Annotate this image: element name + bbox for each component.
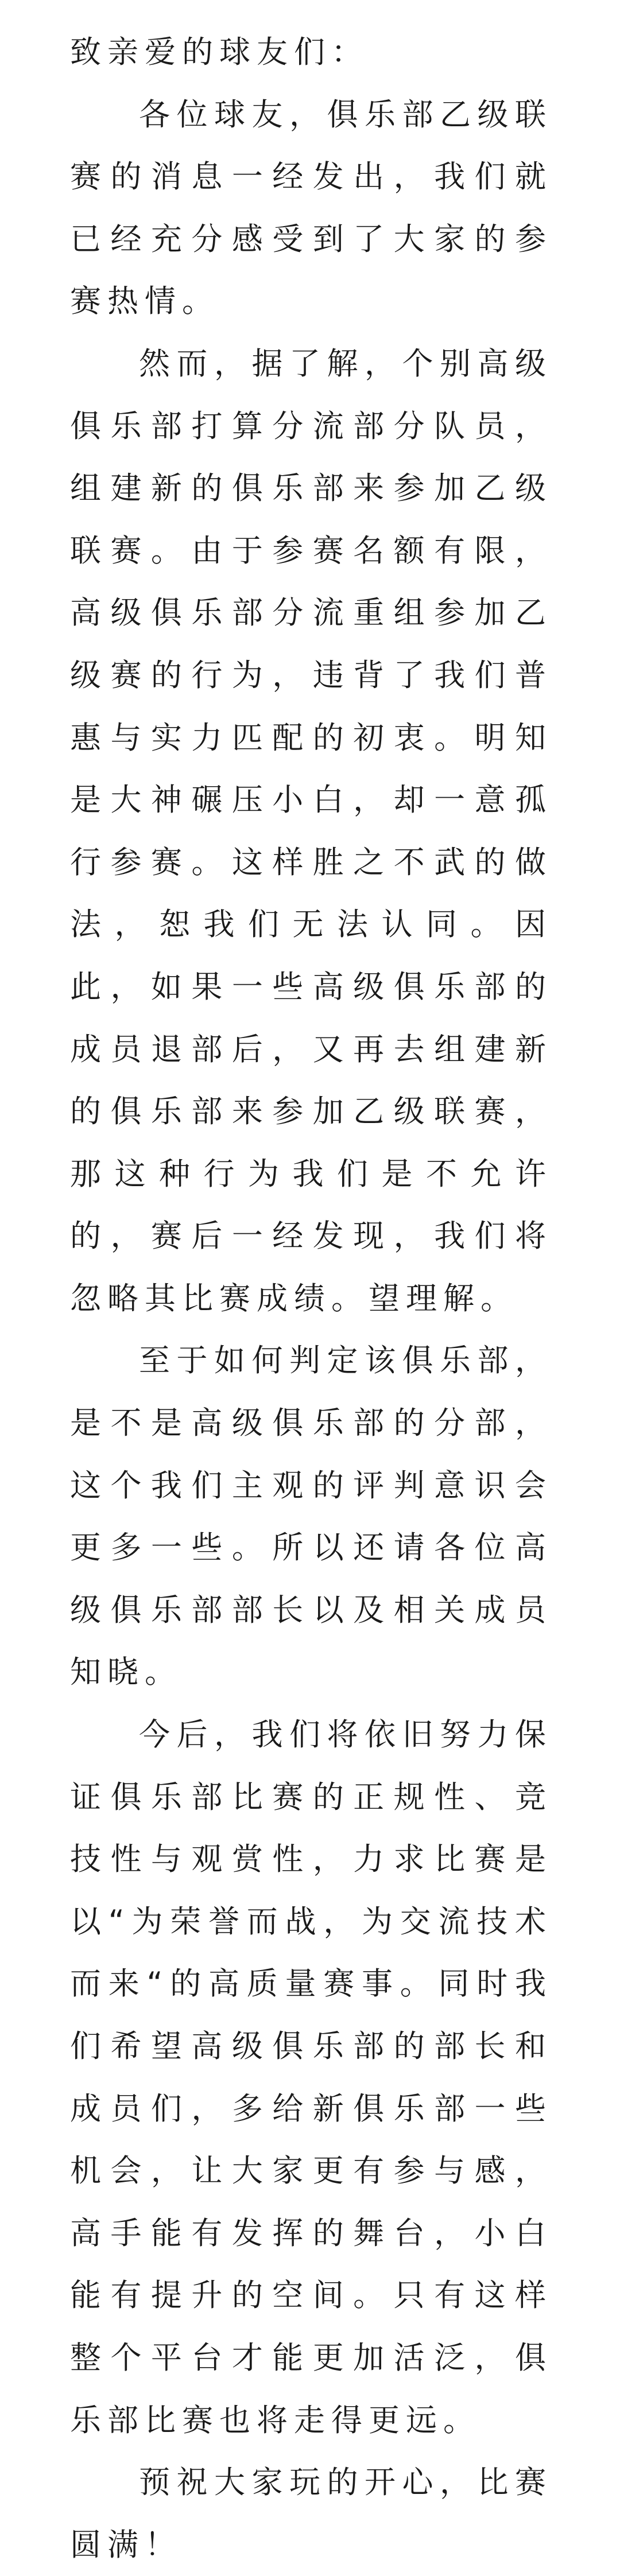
letter-greeting: 致亲爱的球友们：: [70, 34, 369, 70]
paragraph-intro: 各位球友，俱乐部乙级联赛的消息一经发出，我们就已经充分感受到了大家的参赛热情。: [70, 96, 552, 320]
paragraph-judgement: 至于如何判定该俱乐部，是不是高级俱乐部的分部，这个我们主观的评判意识会更多一些。所以还请各位高级俱乐部部长以及相关成员知晓。: [70, 1342, 552, 1691]
paragraph-closing: 预祝大家玩的开心，比赛圆满！: [70, 2464, 552, 2563]
paragraph-concern: 然而，据了解，个别高级俱乐部打算分流部分队员，组建新的俱乐部来参加乙级联赛。由于参赛名额有限，高级俱乐部分流重组参加乙级赛的行为，违背了我们普惠与实力匹配的初衷。明知是大神碾压小白，却一意孤行参赛。这样胜之不武的做法，恕我们无法认同。因此，如果一些高级俱乐部的成员退部后，又再去组建新的俱乐部来参加乙级联赛，那这种行为我们是不允许的，赛后一经发现，我们将忽略其比赛成绩。望理解。: [70, 345, 552, 1316]
paragraph-future: 今后，我们将依旧努力保证俱乐部比赛的正规性、竞技性与观赏性，力求比赛是以“为荣誉而战，为交流技术而来“的高质量赛事。同时我们希望高级俱乐部的部长和成员们，多给新俱乐部一些机会，让大家更有参与感，高手能有发挥的舞台，小白能有提升的空间。只有这样整个平台才能更加活泛，俱乐部比赛也将走得更远。: [70, 1716, 552, 2438]
letter-body: [70, 21, 552, 2576]
